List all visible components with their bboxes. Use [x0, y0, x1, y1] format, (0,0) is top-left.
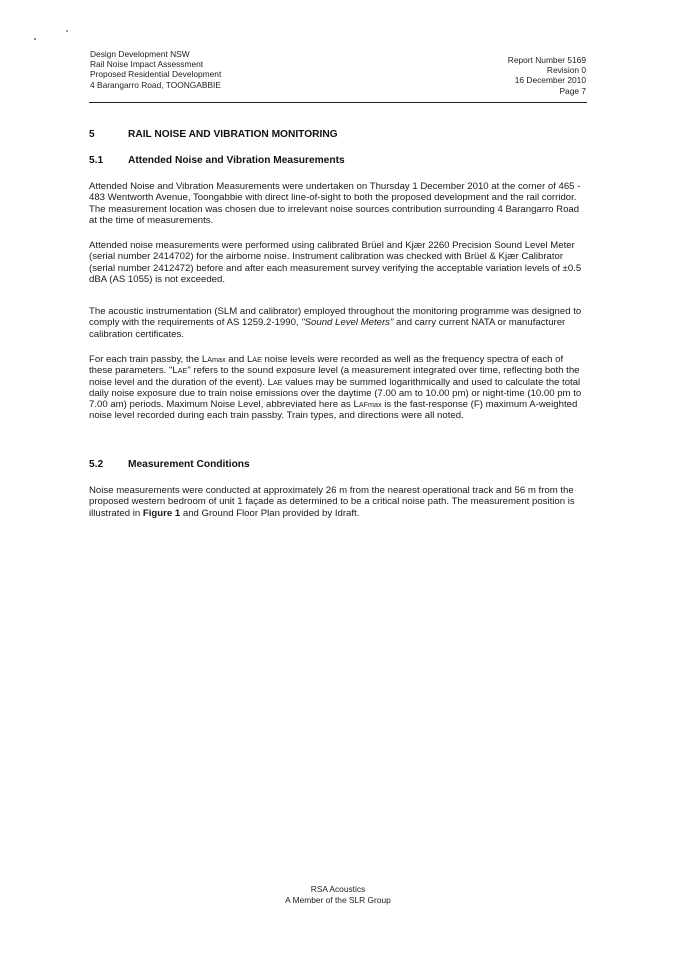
paragraph-text	[89, 354, 585, 422]
header-company: Design Development NSW	[90, 49, 190, 59]
section-5-2-heading	[89, 459, 585, 471]
standard-title: "Sound Level Meters"	[301, 317, 394, 329]
section-number: 5	[89, 129, 95, 140]
paragraph-text	[89, 485, 585, 519]
scan-speck	[34, 38, 36, 40]
header-date: 16 December 2010	[514, 75, 586, 86]
text-run: " refers to the sound exposure level (a measurement integrated over time, reflecting both the noise level and the duration of the event).	[89, 365, 580, 388]
paragraph-instrumentation	[89, 240, 585, 285]
text-run: The acoustic instrumentation (SLM and calibrator) employed throughout the monitoring programme was designed to comply with the requirements of AS 1259.2-1990,	[89, 306, 582, 329]
paragraph-measurement-location	[89, 181, 585, 226]
parameter-lafmax: LAFmax	[353, 399, 382, 411]
header-revision: Revision 0	[546, 65, 586, 76]
section-title: Measurement Conditions	[128, 459, 250, 470]
text-run: values may be summed logarithmically and used to calculate the total daily noise exposure due to train noise emissions over the daytime (7.00 am to 10.00 pm) or night-time (10.00 pm to 7.00 am) periods. Maximum Noise Level, abbreviated here as	[89, 376, 582, 411]
header-project: Proposed Residential Development	[90, 69, 222, 80]
section-number: 5.1	[89, 155, 104, 166]
header-report-number: Report Number 5169	[507, 55, 586, 65]
parameter-lae: LAE	[246, 354, 262, 365]
text-run: and carry current NATA or manufacturer calibration certificates.	[89, 317, 566, 340]
section-title: Attended Noise and Vibration Measurements	[128, 155, 345, 166]
header-divider	[89, 102, 587, 103]
footer-group: A Member of the SLR Group	[285, 894, 391, 905]
paragraph-noise-parameters	[89, 354, 585, 422]
header-report-type: Rail Noise Impact Assessment	[90, 59, 204, 70]
parameter-lae: LAE	[172, 365, 188, 377]
header-left	[90, 49, 221, 90]
paragraph-compliance	[89, 306, 585, 340]
text-run: noise levels were recorded as well as the frequency spectra of each of these parameters. "	[89, 354, 564, 377]
paragraph-text	[89, 306, 585, 340]
paragraph-text: Attended Noise and Vibration Measurements were undertaken on Thursday 1 December 2010 at the corner of 465 - 483 Wentworth Avenue, Toongabbie with direct line-of-sight to both the proposed development and the rail corridor. The measurement location was chosen due to irrelevant noise sources contribution surrounding 4 Barangarro Road at the time of measurements.	[89, 181, 581, 226]
section-5-1-heading	[89, 155, 585, 167]
text-run: and	[225, 354, 247, 365]
parameter-lamax: LAmax	[201, 354, 226, 365]
text-run: For each train passby, the	[89, 354, 202, 365]
footer-company: RSA Acoustics	[310, 884, 366, 894]
text-run: and Ground Floor Plan provided by Idraft.	[180, 507, 360, 519]
text-run: Noise measurements were conducted at approximately 26 m from the nearest operational track and 56 m from the proposed western bedroom of unit 1 façade as determined to be a critical noise path. The measurement position is illustrated in	[89, 485, 575, 519]
section-title: RAIL NOISE AND VIBRATION MONITORING	[128, 129, 338, 140]
paragraph-text: Attended noise measurements were performed using calibrated Brüel and Kjær 2260 Precision Sound Level Meter (serial number 2414702) for the airborne noise. Instrument calibration was checked with Brüel & Kjær Calibrator (serial number 2412472) before and after each measurement survey verifying the acceptable variation levels of ±0.5 dBA (AS 1055) is not exceeded.	[89, 240, 582, 285]
paragraph-measurement-conditions	[89, 485, 585, 519]
section-5-heading	[89, 129, 585, 141]
header-page: Page 7	[559, 85, 586, 96]
header-address: 4 Barangarro Road, TOONGABBIE	[90, 79, 221, 90]
parameter-lae: LAE	[267, 376, 283, 388]
page-footer	[0, 884, 676, 905]
header-right	[508, 55, 586, 96]
section-number: 5.2	[89, 459, 104, 470]
scan-speck	[66, 30, 68, 32]
text-run: is the fast-response (F) maximum A-weighted noise level recorded during each train passby. Train types, and directions were all noted.	[89, 399, 578, 422]
figure-reference: Figure 1	[142, 507, 181, 519]
